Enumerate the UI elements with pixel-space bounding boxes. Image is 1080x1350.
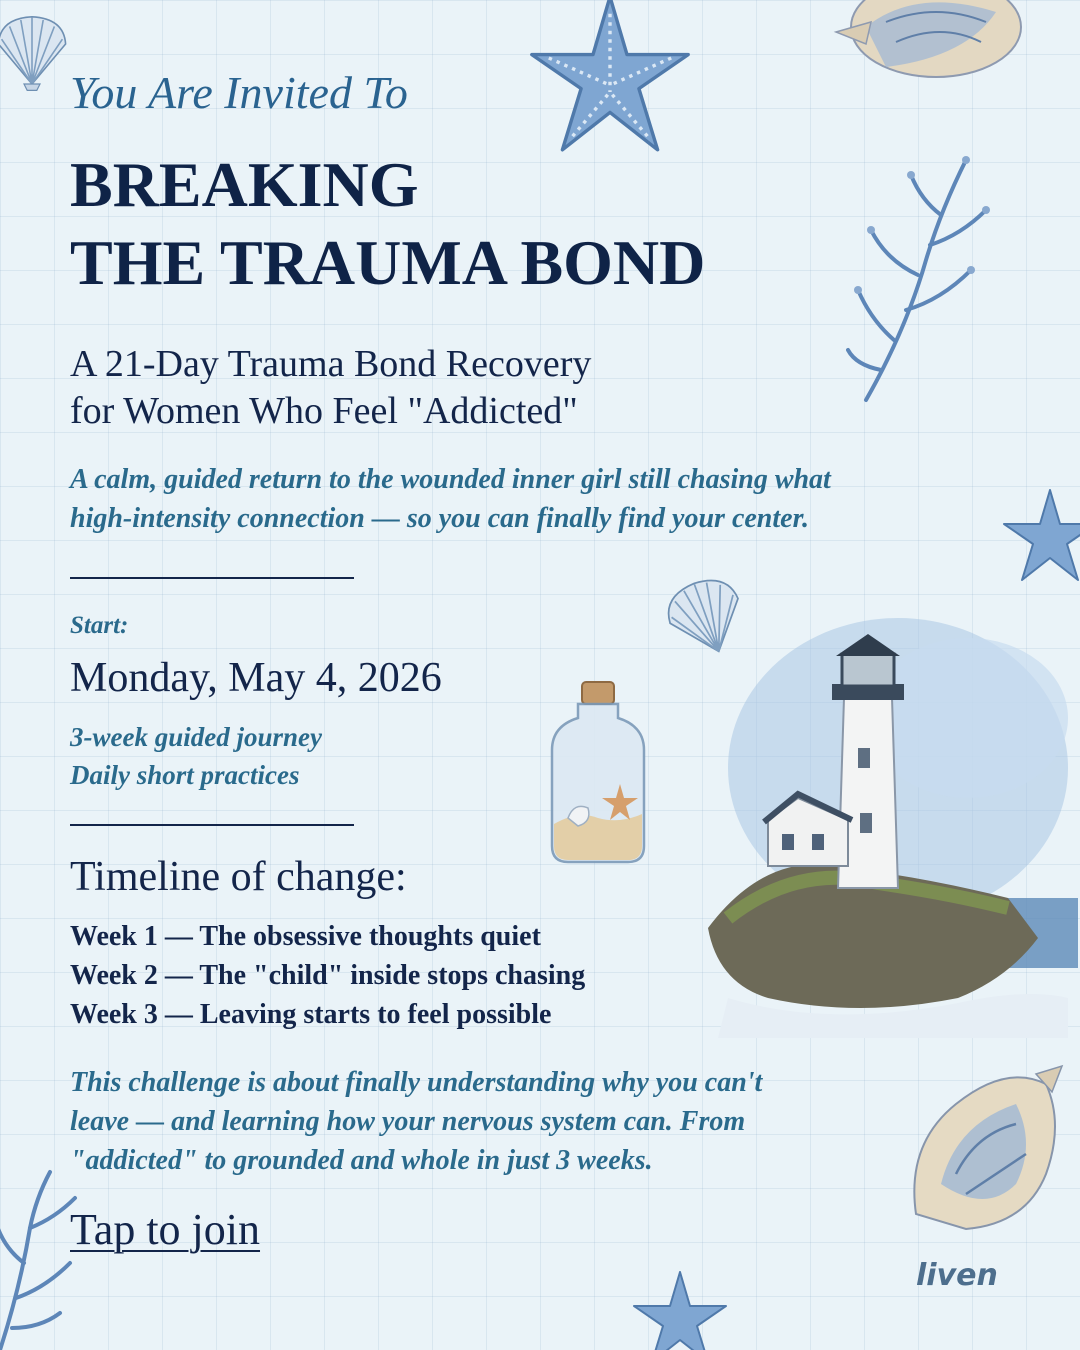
starfish-icon <box>1000 486 1080 586</box>
scallop-shell-icon <box>0 12 72 92</box>
timeline-list <box>70 917 585 1034</box>
event-title-line: THE TRAUMA BOND <box>70 227 706 298</box>
starfish-icon <box>624 1268 736 1350</box>
tap-to-join-link[interactable]: Tap to join <box>70 1205 261 1254</box>
invitation-pretitle: You Are Invited To <box>70 67 408 118</box>
subtitle-line: A 21-Day Trauma Bond Recovery <box>70 343 592 385</box>
divider <box>70 824 354 826</box>
coral-branch-icon <box>846 150 996 410</box>
brand-logo: liven <box>916 1258 998 1293</box>
detail-line: Daily short practices <box>70 760 300 790</box>
subtitle-line: for Women Who Feel "Addicted" <box>70 390 578 432</box>
start-label: Start: <box>70 612 129 639</box>
tagline-line: A calm, guided return to the wounded inner girl still chasing what <box>70 464 831 495</box>
closing-line: leave — and learning how your nervous system can. From <box>70 1106 746 1137</box>
timeline-week: Week 1 — The obsessive thoughts quiet <box>70 921 541 952</box>
bottle-illustration <box>538 678 658 868</box>
timeline-week: Week 3 — Leaving starts to feel possible <box>70 999 552 1030</box>
lighthouse-illustration <box>708 598 1078 1038</box>
closing-statement <box>70 1063 762 1180</box>
event-title <box>70 146 705 302</box>
starfish-icon <box>520 0 700 160</box>
conch-shell-icon <box>826 0 1026 102</box>
program-details <box>70 718 322 794</box>
start-date: Monday, May 4, 2026 <box>70 655 442 701</box>
event-subtitle <box>70 341 591 435</box>
divider <box>70 577 354 579</box>
tagline <box>70 460 831 538</box>
timeline-heading: Timeline of change: <box>70 854 407 900</box>
tagline-line: high-intensity connection — so you can finally find your center. <box>70 503 809 534</box>
timeline-week: Week 2 — The "child" inside stops chasing <box>70 960 586 991</box>
closing-line: "addicted" to grounded and whole in just 3 weeks. <box>70 1145 653 1176</box>
coral-branch-icon <box>0 1168 80 1350</box>
closing-line: This challenge is about finally understanding why you can't <box>70 1067 763 1098</box>
event-title-line: BREAKING <box>70 149 419 220</box>
detail-line: 3-week guided journey <box>70 722 322 752</box>
conch-shell-icon <box>896 1064 1066 1234</box>
